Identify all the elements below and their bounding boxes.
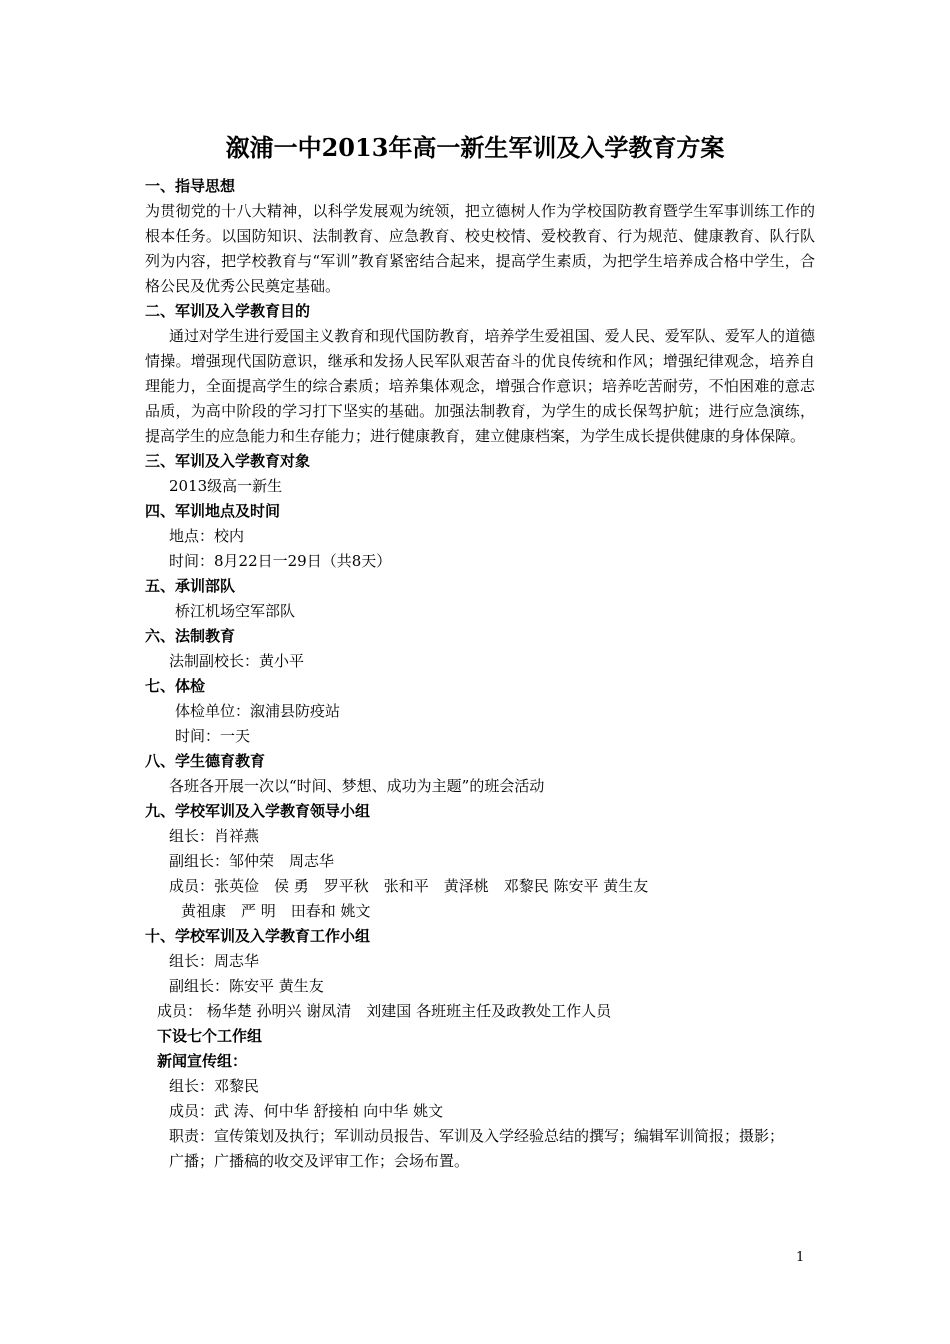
section-9-members-cont: 黄祖康 严 明 田春和 姚文 [181,902,371,920]
section-9-leader: 组长：肖祥燕 [169,827,260,845]
news-group-duties: 职责：宣传策划及执行；军训动员报告、军训及入学经验总结的撰写；编辑军训简报；摄影； [169,1127,785,1145]
section-5-heading: 五、承训部队 [145,577,236,595]
section-7-heading: 七、体检 [145,677,206,695]
section-10-subheading: 下设七个工作组 [157,1027,263,1045]
section-7-time: 时间：一天 [175,727,251,745]
section-9-deputy: 副组长：邹仲荣 周志华 [169,852,335,870]
section-2-body: 通过对学生进行爱国主义教育和现代国防教育，培养学生爱祖国、爱人民、爱军队、爱军人的道德情操。增强现代国防意识，继承和发扬人民军队艰苦奋斗的优良传统和作风；增强纪律观念，培养自理能力，全面提高学生的综合素质；培养集体观念，增强合作意识；培养吃苦耐劳，不怕困难的意志品质，为高中阶段的学习打下坚实的基础。加强法制教育，为学生的成长保驾护航；进行应急演练，提高学生的应急能力和生存能力；进行健康教育，建立健康档案，为学生成长提供健康的身体保障。 [145,327,815,445]
section-2-heading: 二、军训及入学教育目的 [145,302,311,320]
section-1-body: 为贯彻党的十八大精神，以科学发展观为统领，把立德树人作为学校国防教育暨学生军事训练工作的根本任务。以国防知识、法制教育、应急教育、校史校情、爱校教育、行为规范、健康教育、队行队列为内容，把学校教育与“军训”教育紧密结合起来，提高学生素质，为把学生培养成合格中学生，合格公民及优秀公民奠定基础。 [145,202,815,295]
section-8-line: 各班各开展一次以“时间、梦想、成功为主题”的班会活动 [169,777,545,795]
section-3-line: 2013级高一新生 [169,477,283,495]
news-group-heading: 新闻宣传组： [157,1052,248,1070]
section-10-leader: 组长：周志华 [169,952,260,970]
section-3-heading: 三、军训及入学教育对象 [145,452,311,470]
news-group-leader: 组长：邓黎民 [169,1077,260,1095]
page-number: 1 [796,1250,805,1265]
section-1-heading: 一、指导思想 [145,177,236,195]
section-5-line: 桥江机场空军部队 [175,602,296,620]
news-group-members: 成员：武 涛、何中华 舒接柏 向中华 姚文 [169,1102,444,1120]
section-8-heading: 八、学生德育教育 [145,752,266,770]
section-9-members: 成员：张英俭 侯 勇 罗平秋 张和平 黄泽桃 邓黎民 陈安平 黄生友 [169,877,649,895]
section-6-heading: 六、法制教育 [145,627,236,645]
section-6-line: 法制副校长：黄小平 [169,652,305,670]
section-10-deputy: 副组长：陈安平 黄生友 [169,977,324,995]
section-4-heading: 四、军训地点及时间 [145,502,281,520]
section-10-members: 成员： 杨华楚 孙明兴 谢凤清 刘建国 各班班主任及政教处工作人员 [157,1002,612,1020]
section-4-location: 地点：校内 [169,527,245,545]
section-7-unit: 体检单位：溆浦县防疫站 [175,702,341,720]
section-10-heading: 十、学校军训及入学教育工作小组 [145,927,371,945]
section-9-heading: 九、学校军训及入学教育领导小组 [145,802,371,820]
document-title: 溆浦一中2013年高一新生军训及入学教育方案 [225,133,725,162]
document-body [145,174,815,1174]
news-group-duties-cont: 广播；广播稿的收交及评审工作；会场布置。 [169,1152,470,1170]
section-4-time: 时间：8月22日一29日（共8天） [169,552,392,570]
